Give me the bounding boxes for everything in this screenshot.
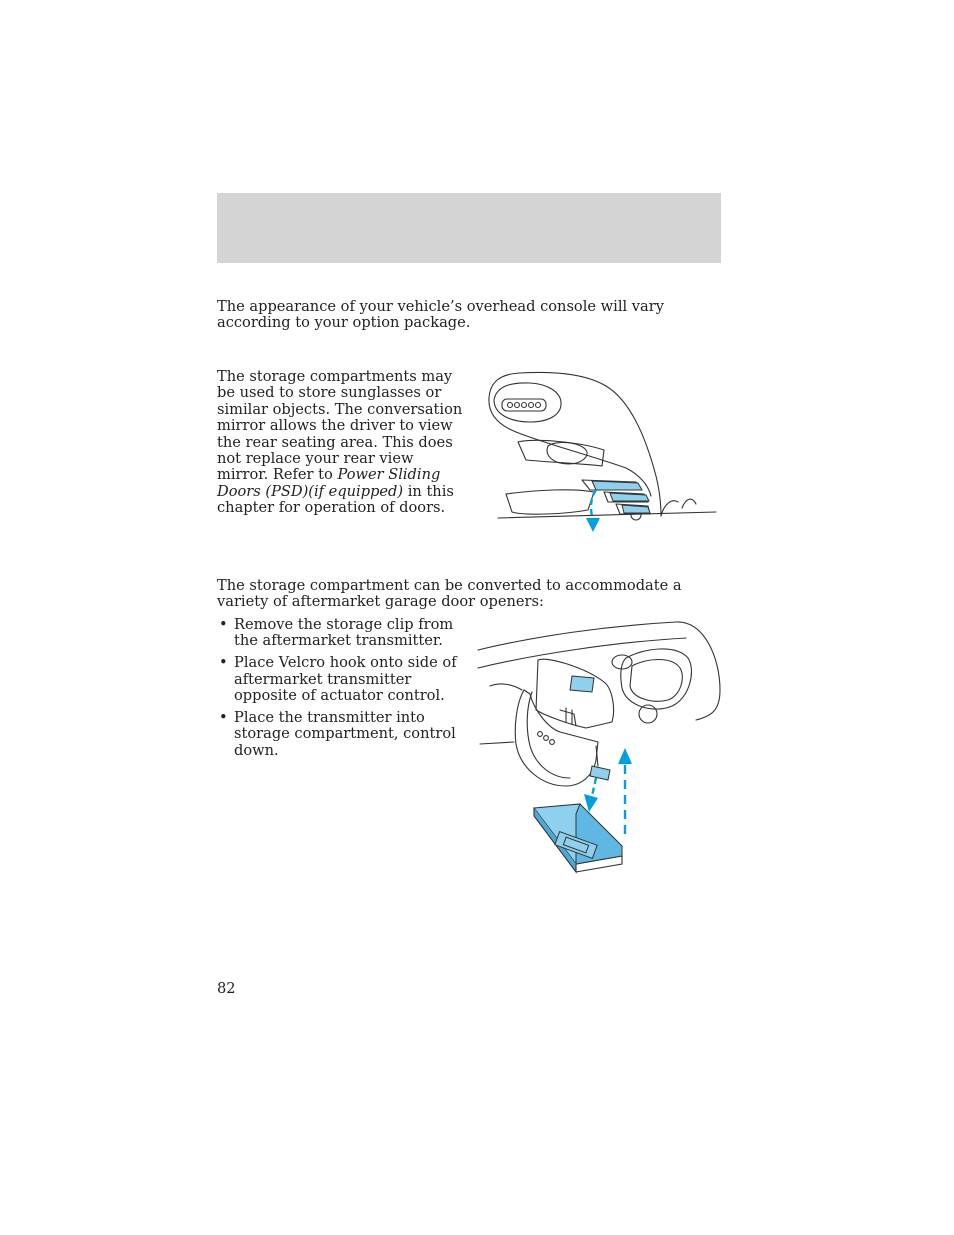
converter-paragraph: The storage compartment can be converted to accommodate a variety of aftermarket garage door openers: — [217, 577, 682, 611]
list-item — [217, 617, 469, 650]
page-number: 82 — [217, 980, 236, 997]
insert-direction-arrow-icon — [584, 778, 598, 812]
psd-cross-reference: Power Sliding Doors (PSD)(if equipped) — [217, 466, 441, 500]
list-item — [217, 655, 469, 704]
intro-paragraph: The appearance of your vehicle’s overhead console will vary according to your option package. — [217, 298, 664, 332]
storage-text-after: in this chapter for operation of doors. — [217, 482, 454, 517]
list-item-text: Place the transmitter into storage compartment, control down. — [234, 709, 456, 759]
lift-direction-arrow-icon — [618, 748, 632, 834]
instruction-list — [217, 617, 469, 765]
overhead-console-illustration — [486, 368, 722, 534]
list-item — [217, 710, 469, 759]
garage-opener-installation-illustration — [476, 618, 726, 874]
bullet-icon: • — [219, 616, 228, 633]
transmitter-icon — [534, 804, 622, 872]
storage-text-before: The storage compartments may be used to store sunglasses or similar objects. The conversation mirror allows the driver to view the rear seating area. This does not replace your rear view mirror. Refer to — [217, 368, 463, 484]
bullet-icon: • — [219, 709, 228, 727]
list-item-text: Place Velcro hook onto side of aftermarket transmitter opposite of actuator control. — [234, 654, 457, 705]
bullet-icon: • — [219, 654, 228, 672]
list-item-text: Remove the storage clip from the aftermarket transmitter. — [234, 616, 454, 650]
storage-paragraph — [217, 369, 463, 517]
section-header-band — [217, 193, 721, 263]
